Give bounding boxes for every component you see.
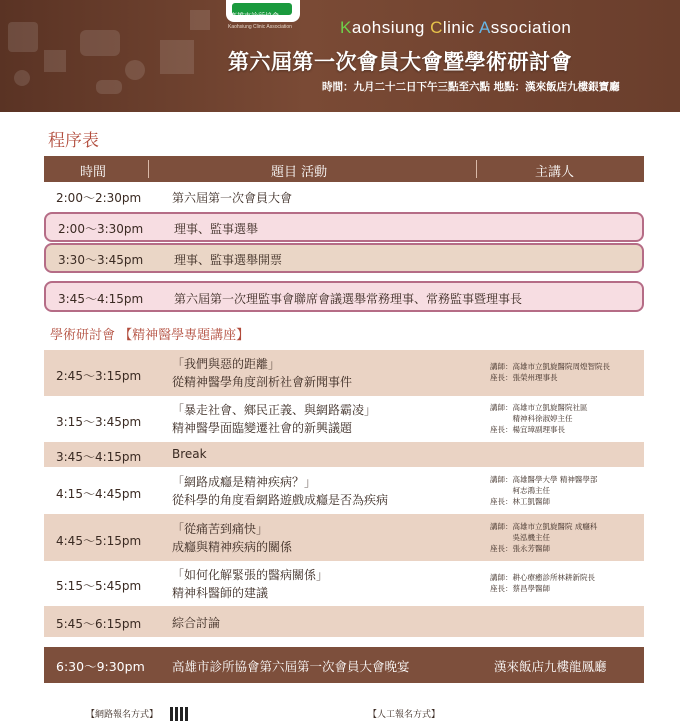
academic-row: [44, 442, 644, 467]
qr-code-icon[interactable]: [170, 707, 190, 721]
row-time: 3:15～3:45pm: [56, 415, 142, 429]
academic-row: [44, 350, 644, 396]
speaker-line: 座長：張永芳醫師: [490, 544, 550, 553]
speaker-line: 講師：高雄醫學大學 精神醫學部: [490, 475, 598, 484]
speaker-info: [490, 474, 597, 507]
row-time: 2:45～3:15pm: [56, 369, 142, 383]
schedule-row: [44, 183, 644, 209]
row-topic: 第六屆第一次理監事會聯席會議選舉常務理事、常務監事暨理事長: [174, 292, 523, 306]
decor-circle-icon: [14, 70, 30, 86]
speaker-info: [490, 521, 597, 554]
speaker-line: 吳泓機主任: [490, 533, 550, 542]
speaker-line: 講師：高雄市立凱旋醫院周煌智院長: [490, 362, 610, 371]
talk-subtitle: 精神科醫師的建議: [172, 586, 269, 600]
schedule-header-row: [44, 156, 644, 182]
talk-subtitle: 精神醫學面臨變遷社會的新興議題: [172, 421, 353, 435]
row-topic: 第六屆第一次會員大會: [172, 191, 293, 205]
talk-title: 「網路成癮是精神疾病？」: [172, 475, 317, 489]
speaker-info: [490, 402, 588, 435]
dinner-time: 6:30～9:30pm: [56, 659, 145, 674]
talk-title: 「我們與惡的距離」: [172, 357, 281, 371]
talk-title: 「暴走社會、鄉民正義、與網路霸凌」: [172, 403, 377, 417]
talk-title: Break: [172, 447, 207, 461]
academic-row: [44, 467, 644, 514]
header-time: 時間: [80, 165, 107, 180]
speaker-line: 座長：蔡昌學醫師: [490, 584, 550, 593]
header-banner: [0, 0, 680, 112]
academic-section-title: 學術研討會 【精神醫學專題講座】: [50, 328, 250, 343]
speaker-line: 講師：高雄市立凱旋醫院 成癮科: [490, 522, 598, 531]
speaker-line: 座長：林工凱醫師: [490, 497, 550, 506]
association-name-en-small: Kaohsiung Clinic Association: [228, 24, 292, 30]
decor-square-icon: [190, 10, 210, 30]
talk-subtitle: 從精神醫學角度剖析社會新聞事件: [172, 375, 353, 389]
decor-pill-icon: [96, 80, 122, 94]
association-name-en: Kaohsiung Clinic Association: [340, 18, 572, 37]
row-topic: 理事、監事選舉開票: [174, 253, 283, 267]
talk-title: 「如何化解緊張的醫病關係」: [172, 568, 329, 582]
academic-row: [44, 514, 644, 561]
dinner-event: 高雄市診所協會第六屆第一次會員大會晚宴: [172, 659, 410, 674]
decor-square-icon: [160, 40, 194, 74]
speaker-info: [490, 572, 595, 594]
speaker-line: 座長：楊宜璋副理事長: [490, 425, 565, 434]
talk-subtitle: 成癮與精神疾病的關係: [172, 540, 293, 554]
decor-circle-icon: [125, 60, 145, 80]
row-time: 3:30～3:45pm: [58, 253, 144, 267]
decor-square-icon: [8, 22, 38, 52]
talk-subtitle: 從科學的角度看網路遊戲成癮是否為疾病: [172, 493, 389, 507]
speaker-line: 精神科徐淑婷主任: [490, 414, 573, 423]
speaker-line: 座長：張榮州理事長: [490, 373, 558, 382]
speaker-line: 講師：高雄市立凱旋醫院社區: [490, 403, 588, 412]
dinner-place: 漢來飯店九樓龍鳳廳: [494, 659, 607, 674]
schedule-row: [44, 243, 644, 273]
row-time: 5:45～6:15pm: [56, 617, 142, 631]
header-divider: [148, 160, 149, 178]
header-speaker: 主講人: [535, 165, 575, 180]
talk-title: 綜合討論: [172, 616, 221, 630]
event-time-location: 時間：九月二十二日下午三點至六點 地點：漢來飯店九樓銀寶廳: [322, 81, 620, 93]
online-registration-label: 【網路報名方式】: [86, 710, 159, 720]
academic-row: [44, 561, 644, 606]
row-time: 5:15～5:45pm: [56, 579, 142, 593]
row-time: 3:45～4:15pm: [58, 292, 144, 306]
academic-row: [44, 606, 644, 637]
row-time: 2:00～2:30pm: [56, 191, 142, 205]
academic-row: [44, 396, 644, 442]
row-time: 4:45～5:15pm: [56, 534, 142, 548]
row-time: 4:15～4:45pm: [56, 487, 142, 501]
schedule-row: [44, 281, 644, 312]
row-topic: 理事、監事選舉: [174, 222, 259, 236]
event-title: 第六屆第一次會員大會暨學術研討會: [228, 50, 572, 74]
dinner-row: [44, 647, 644, 683]
schedule-row: [44, 212, 644, 242]
row-time: 2:00～3:30pm: [58, 222, 144, 236]
row-time: 3:45～4:15pm: [56, 450, 142, 464]
speaker-info: [490, 361, 610, 383]
manual-registration-label: 【人工報名方式】: [368, 710, 441, 720]
decor-pill-icon: [80, 30, 120, 56]
decor-square-icon: [44, 50, 66, 72]
association-name-zh: 高雄市診所協會: [230, 12, 279, 20]
header-topic: 題目 活動: [271, 165, 328, 180]
speaker-line: 柯志鴻主任: [490, 486, 550, 495]
schedule-title: 程序表: [48, 131, 99, 151]
header-divider: [476, 160, 477, 178]
talk-title: 「從痛苦到痛快」: [172, 522, 269, 536]
speaker-line: 講師：耕心療癒診所林耕新院長: [490, 573, 595, 582]
